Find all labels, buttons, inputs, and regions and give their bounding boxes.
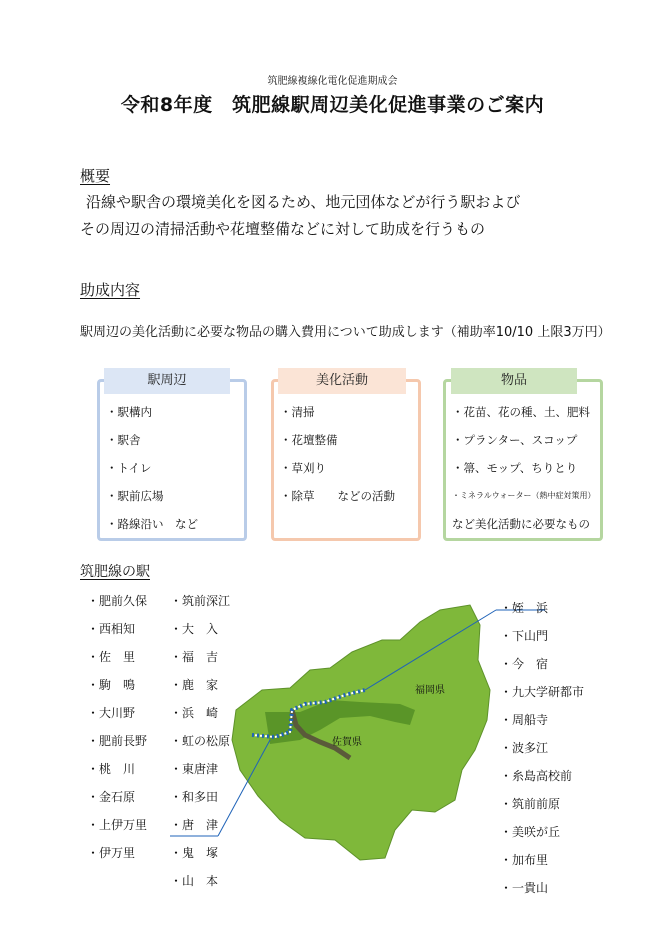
list-item: ・プランター、スコップ bbox=[452, 433, 578, 447]
list-item: ・駅構内 bbox=[106, 405, 152, 419]
list-item: ・和多田 bbox=[170, 790, 219, 804]
list-item: ・金石原 bbox=[87, 790, 136, 804]
list-item: ・虹の松原 bbox=[170, 734, 231, 748]
list-item: ・福 吉 bbox=[170, 650, 219, 664]
fukuoka-label: 福岡県 bbox=[415, 685, 445, 696]
stations-column-2 bbox=[170, 587, 230, 895]
list-item: ・肥前長野 bbox=[87, 734, 148, 748]
list-item: ・周船寺 bbox=[500, 713, 549, 727]
list-item: ・草刈り bbox=[280, 461, 326, 475]
list-item: ・鬼 塚 bbox=[170, 846, 219, 860]
list-item: ・筑前前原 bbox=[500, 797, 561, 811]
list-item: ・姪 浜 bbox=[500, 601, 549, 615]
list-item: ・加布里 bbox=[500, 853, 549, 867]
list-item: ・花苗、花の種、土、肥料 bbox=[452, 405, 590, 419]
overview-heading: 概要 bbox=[80, 167, 111, 185]
activity-title: 美化活動 bbox=[278, 368, 406, 394]
list-item: ・花壇整備 bbox=[280, 433, 338, 447]
stations-column-1 bbox=[87, 587, 147, 867]
organization-name: 筑肥線複線化電化促進期成会 bbox=[267, 76, 398, 87]
page-title: 令和8年度 筑肥線駅周辺美化促進事業のご案内 bbox=[120, 94, 545, 116]
list-item: ・駅舎 bbox=[106, 433, 141, 447]
list-item: ・波多江 bbox=[500, 741, 549, 755]
goods-title: 物品 bbox=[451, 368, 577, 394]
list-item: ・糸島高校前 bbox=[500, 769, 573, 783]
list-item: ・下山門 bbox=[500, 629, 549, 643]
list-item: ・唐 津 bbox=[170, 818, 219, 832]
list-item: ・清掃 bbox=[280, 405, 315, 419]
saga-label: 佐賀県 bbox=[332, 737, 362, 748]
list-item: ・西相知 bbox=[87, 622, 136, 636]
list-item: ・今 宿 bbox=[500, 657, 549, 671]
list-item: ・肥前久保 bbox=[87, 594, 148, 608]
list-item: ・路線沿い など bbox=[106, 517, 198, 531]
list-item: など美化活動に必要なもの bbox=[452, 517, 590, 531]
overview-line-2: その周辺の清掃活動や花壇整備などに対して助成を行うもの bbox=[80, 220, 486, 238]
list-item: ・浜 崎 bbox=[170, 706, 219, 720]
overview-line-1: 沿線や駅舎の環境美化を図るため、地元団体などが行う駅および bbox=[86, 193, 521, 211]
list-item: ・美咲が丘 bbox=[500, 825, 561, 839]
list-item: ・佐 里 bbox=[87, 650, 136, 664]
list-item: ・箒、モップ、ちりとり bbox=[452, 461, 578, 475]
list-item: ・鹿 家 bbox=[170, 678, 219, 692]
list-item: ・山 本 bbox=[170, 874, 219, 888]
stations-column-3 bbox=[500, 594, 584, 902]
list-item: ・ミネラルウォーター（熱中症対策用） bbox=[452, 491, 596, 500]
list-item: ・トイレ bbox=[106, 461, 152, 475]
list-item: ・除草 などの活動 bbox=[280, 489, 395, 503]
list-item: ・桃 川 bbox=[87, 762, 136, 776]
list-item: ・大川野 bbox=[87, 706, 136, 720]
list-item: ・筑前深江 bbox=[170, 594, 231, 608]
station-area-title: 駅周辺 bbox=[104, 368, 230, 394]
list-item: ・一貴山 bbox=[500, 881, 549, 895]
list-item: ・伊万里 bbox=[87, 846, 136, 860]
list-item: ・九大学研都市 bbox=[500, 685, 585, 699]
list-item: ・上伊万里 bbox=[87, 818, 148, 832]
list-item: ・駒 鳴 bbox=[87, 678, 136, 692]
stations-heading: 筑肥線の駅 bbox=[80, 564, 150, 580]
aid-description: 駅周辺の美化活動に必要な物品の購入費用について助成します（補助率10/10 上限3万円） bbox=[80, 325, 611, 340]
list-item: ・東唐津 bbox=[170, 762, 219, 776]
list-item: ・駅前広場 bbox=[106, 489, 164, 503]
list-item: ・大 入 bbox=[170, 622, 219, 636]
aid-heading: 助成内容 bbox=[80, 281, 141, 299]
